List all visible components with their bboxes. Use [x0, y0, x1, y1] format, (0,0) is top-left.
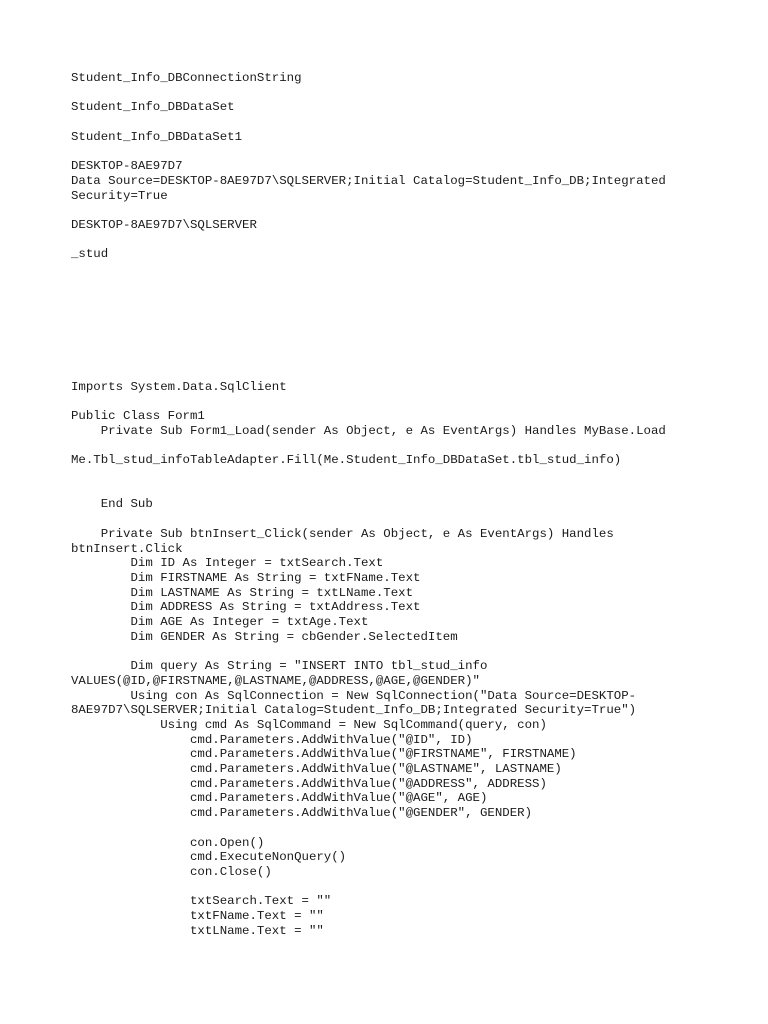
document-body-text: Student_Info_DBConnectionString Student_Info_DBDataSet Student_Info_DBDataSet1 DESKTOP-8AE97D7 Data Source=DESKTOP-8AE97D7\SQLSERVER;Initial Catalog=Student_Info_DB;Integrated Security=True DESKTOP-8AE97D7\SQLSERVER _stud Imports System.Data.SqlClient Public Class Form1 Private Sub Form1_Load(sender As Object, e As EventArgs) Handles MyBase.Load Me.Tbl_stud_infoTableAdapter.Fill(Me.Student_Info_DBDataSet.tbl_stud_info) End Sub Private Sub btnInsert_Click(sender As Object, e As EventArgs) Handles btnInsert.Click Dim ID As Integer = txtSearch.Text Dim FIRSTNAME As String = txtFName.Text Dim LASTNAME As String = txtLName.Text Dim ADDRESS As String = txtAddress.Text Dim AGE As Integer = txtAge.Text Dim GENDER As String = cbGender.SelectedItem Dim query As String = "INSERT INTO tbl_stud_info VALUES(@ID,@FIRSTNAME,@LASTNAME,@ADDRESS,@AGE,@GENDER)" Using con As SqlConnection = New SqlConnection("Data Source=DESKTOP- 8AE97D7\SQLSERVER;Initial Catalog=Student_Info_DB;Integrated Security=True") Using cmd As SqlCommand = New SqlCommand(query, con) cmd.Parameters.AddWithValue("@ID", ID) cmd.Parameters.AddWithValue("@FIRSTNAME", FIRSTNAME) cmd.Parameters.AddWithValue("@LASTNAME", LASTNAME) cmd.Parameters.AddWithValue("@ADDRESS", ADDRESS) cmd.Parameters.AddWithValue("@AGE", AGE) cmd.Parameters.AddWithValue("@GENDER", GENDER) con.Open() cmd.ExecuteNonQuery() con.Close() txtSearch.Text = "" txtFName.Text = "" txtLName.Text = "" — [71, 71, 666, 938]
